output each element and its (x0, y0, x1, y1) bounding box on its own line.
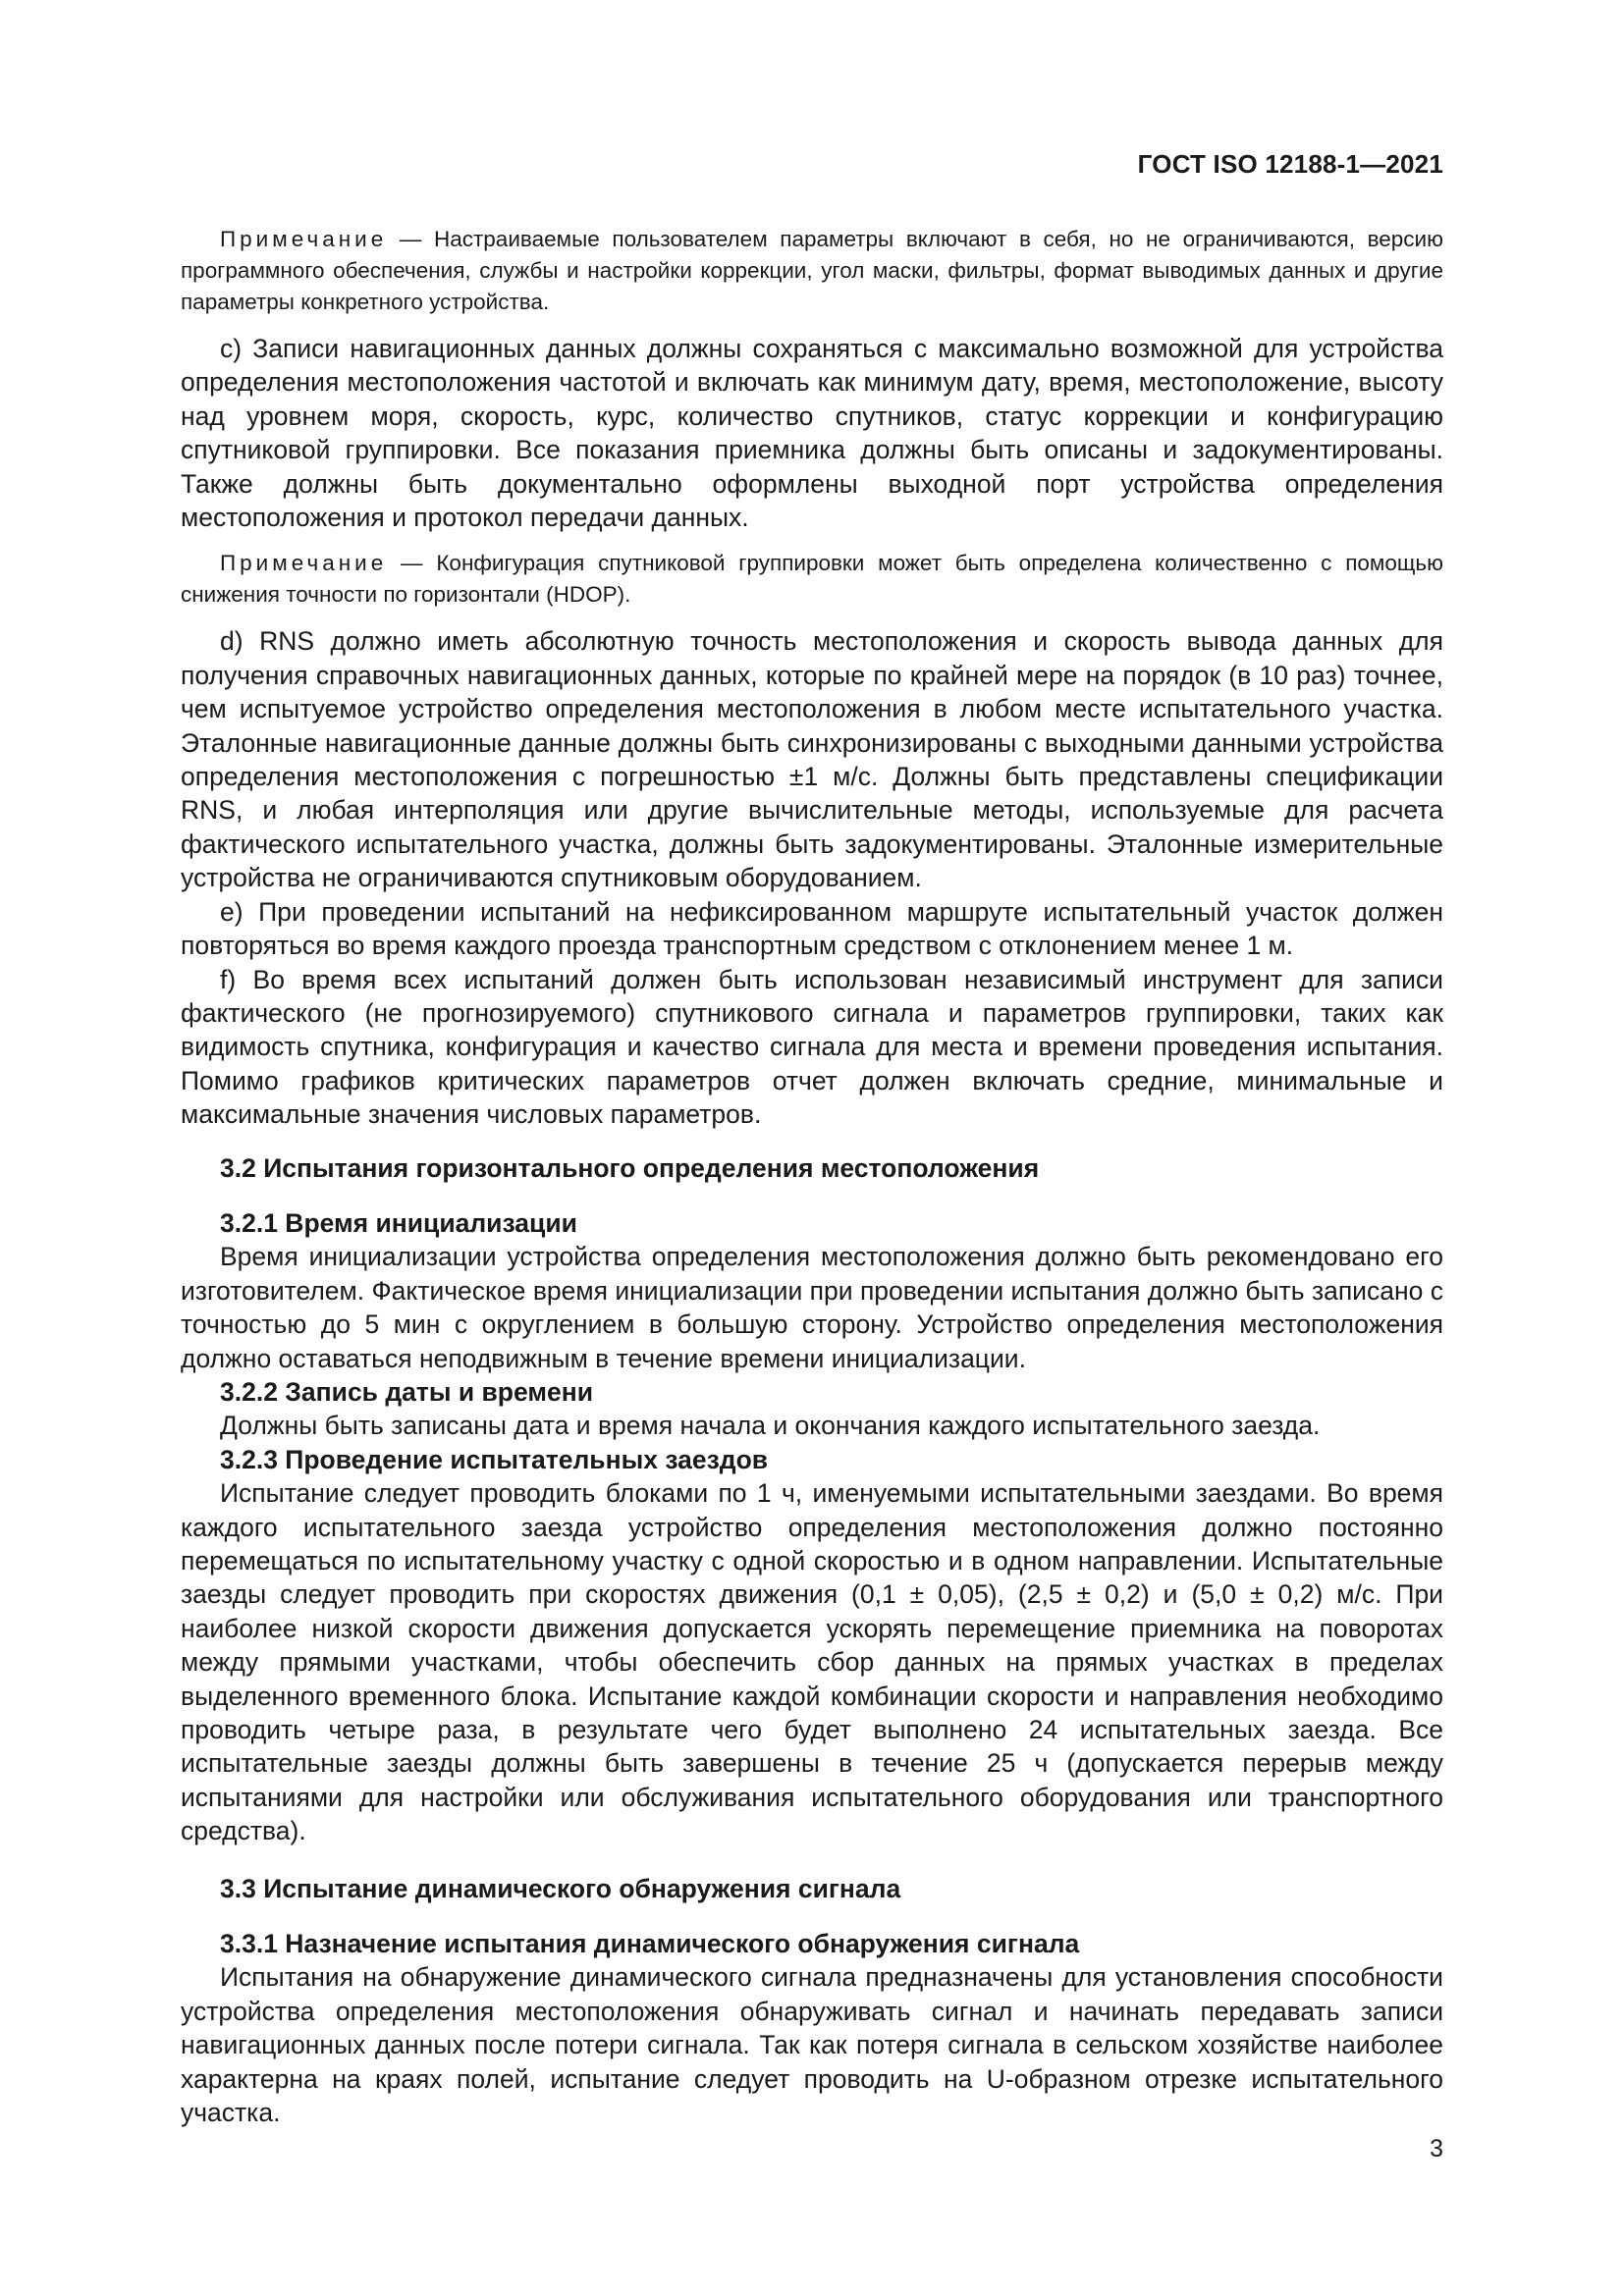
paragraph-item-d: d) RNS должно иметь абсолютную точность местоположения и скорость вывода данных для получения справочных навигационных данных, которые по крайней мере на порядок (в 10 раз) точнее, чем испытуемое устройство определения местоположения в любом месте испытательного участка. Эталонные навигационные данные должны быть синхронизированы с выходными данными устройства определения местоположения с погрешностью ±1 м/с. Должны быть представлены спецификации RNS, и любая интерполяция или другие вычислительные методы, используемые для расчета фактического испытательного участка, должны быть задокументированы. Эталонные измерительные устройства не ограничиваются спутниковым оборудованием. (181, 626, 1443, 893)
paragraph-3-2-1: Время инициализации устройства определения местоположения должно быть рекомендовано его изготовителем. Фактическое время инициализации при проведении испытания должно быть записано с точностью до 5 мин с округлением в большую сторону. Устройство определения местоположения должно оставаться неподвижным в течение времени инициализации. (181, 1242, 1443, 1373)
note-text: — Настраиваемые пользователем параметры включают в себя, но не ограничиваются, версию программного обеспечения, службы и настройки коррекции, угол маски, фильтры, формат выводимых данных и другие параметры конкретного устройства. (181, 227, 1443, 314)
subsection-heading-3-3-1: 3.3.1 Назначение испытания динамического обнаружения сигнала (220, 1929, 1080, 1959)
section-heading-3-3: 3.3 Испытание динамического обнаружения сигнала (220, 1873, 901, 1903)
page-number: 3 (1430, 2135, 1443, 2163)
page-content (181, 224, 1443, 2130)
subsection-heading-3-2-2: 3.2.2 Запись даты и времени (220, 1376, 594, 1407)
paragraph-item-e: e) При проведении испытаний на нефиксированном маршруте испытательный участок должен повторяться во время каждого проезда транспортным средством с отклонением менее 1 м. (181, 896, 1443, 961)
note-hdop (181, 548, 1443, 611)
subsection-heading-3-2-1: 3.2.1 Время инициализации (220, 1207, 577, 1238)
subsection-heading-3-2-3: 3.2.3 Проведение испытательных заездов (220, 1444, 769, 1474)
note-user-parameters (181, 224, 1443, 318)
standard-code-header: ГОСТ ISO 12188-1—2021 (1137, 149, 1443, 179)
paragraph-3-2-2: Должны быть записаны дата и время начала и окончания каждого испытательного заезда. (220, 1411, 1321, 1441)
note-text: — Конфигурация спутниковой группировки может быть определена количественно с помощью снижения точности по горизонтали (HDOP). (181, 551, 1443, 608)
section-heading-3-2: 3.2 Испытания горизонтального определения местоположения (220, 1152, 1040, 1183)
note-label: Примечание (220, 227, 388, 251)
paragraph-3-2-3: Испытание следует проводить блоками по 1 ч, именуемыми испытательными заездами. Во время каждого испытательного заезда устройство определения местоположения должно постоянно перемещаться по испытательному участку с одной скоростью и в одном направлении. Испытательные заезды следует проводить при скоростях движения (0,1 ± 0,05), (2,5 ± 0,2) и (5,0 ± 0,2) м/с. При наиболее низкой скорости движения допускается ускорять перемещение приемника на поворотах между прямыми участками, чтобы обеспечить сбор данных на прямых участках в пределах выделенного временного блока. Испытание каждой комбинации скорости и направления необходимо проводить четыре раза, в результате чего будет выполнено 24 испытательных заезда. Все испытательные заезды должны быть завершены в течение 25 ч (допускается перерыв между испытаниями для настройки или обслуживания испытательного оборудования или транспортного средства). (181, 1478, 1443, 1846)
paragraph-3-3-1: Испытания на обнаружение динамического сигнала предназначены для установления способности устройства определения местоположения обнаруживать сигнал и начинать передавать записи навигационных данных после потери сигнала. Так как потеря сигнала в сельском хозяйстве наиболее характерна на краях полей, испытание следует проводить на U-образном отрезке испытательного участка. (181, 1962, 1443, 2128)
paragraph-item-c: c) Записи навигационных данных должны сохраняться с максимально возможной для устройства определения местоположения частотой и включать как минимум дату, время, местоположение, высоту над уровнем моря, скорость, курс, количество спутников, статус коррекции и конфигурацию спутниковой группировки. Все показания приемника должны быть описаны и задокументированы. Также должны быть документально оформлены выходной порт устройства определения местоположения и протокол передачи данных. (181, 334, 1443, 533)
note-label: Примечание (220, 551, 388, 576)
paragraph-item-f: f) Во время всех испытаний должен быть использован независимый инструмент для записи фактического (не прогнозируемого) спутникового сигнала и параметров группировки, таких как видимость спутника, конфигурация и качество сигнала для места и времени проведения испытания. Помимо графиков критических параметров отчет должен включать средние, минимальные и максимальные значения числовых параметров. (181, 964, 1443, 1130)
